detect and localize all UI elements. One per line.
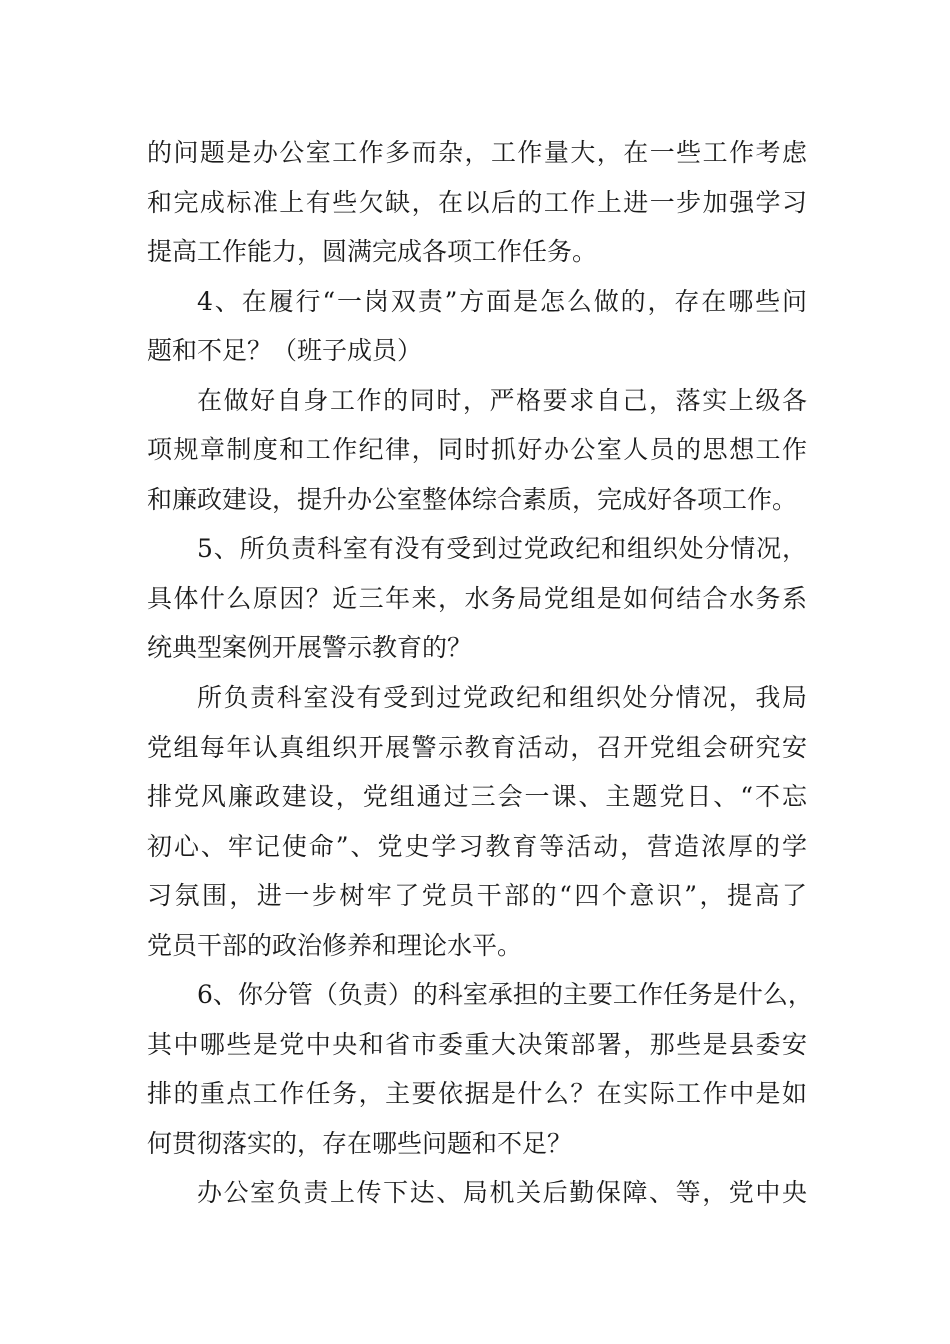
text-line: 和廉政建设，提升办公室整体综合素质，完成好各项工作。 [147, 484, 798, 514]
question-heading-4: 4、在履行“一岗双责”方面是怎么做的，存在哪些问 [197, 286, 807, 316]
question-heading-5: 5、所负责科室有没有受到过党政纪和组织处分情况， [197, 534, 807, 564]
text-line: 的问题是办公室工作多而杂，工作量大，在一些工作考虑 [147, 138, 807, 167]
text-line: 排党风廉政建设，党组通过三会一课、主题党日、“不忘 [147, 782, 807, 812]
text-line: 习氛围，进一步树牢了党员干部的“四个意识”，提高了 [147, 881, 807, 911]
answer-paragraph-6: 办公室负责上传下达、局机关后勤保障、等，党中央 [197, 1178, 807, 1208]
text-line: 和完成标准上有些欠缺，在以后的工作上进一步加强学习 [147, 187, 807, 217]
text-line: 何贯彻落实的，存在哪些问题和不足？ [147, 1128, 573, 1158]
document-body [147, 128, 813, 1218]
text-line: 初心、牢记使命”、党史学习教育等活动，营造浓厚的学 [147, 831, 807, 861]
text-line: 项规章制度和工作纪律，同时抓好办公室人员的思想工作 [147, 435, 807, 465]
text-line: 统典型案例开展警示教育的？ [147, 633, 473, 663]
answer-paragraph-5: 所负责科室没有受到过党政纪和组织处分情况，我局 [197, 683, 807, 713]
text-line: 题和不足？（班子成员） [147, 336, 423, 366]
text-line: 其中哪些是党中央和省市委重大决策部署，那些是县委安 [147, 1029, 807, 1059]
text-line: 党组每年认真组织开展警示教育活动，召开党组会研究安 [147, 732, 807, 762]
text-line: 排的重点工作任务，主要依据是什么？在实际工作中是如 [147, 1079, 807, 1109]
question-heading-6: 6、你分管（负责）的科室承担的主要工作任务是什么， [197, 980, 813, 1010]
text-line: 具体什么原因？近三年来，水务局党组是如何结合水务系 [147, 583, 807, 613]
answer-paragraph-4: 在做好自身工作的同时，严格要求自己，落实上级各 [197, 385, 807, 415]
text-line: 提高工作能力，圆满完成各项工作任务。 [147, 237, 598, 267]
text-line: 党员干部的政治修养和理论水平。 [147, 930, 523, 960]
